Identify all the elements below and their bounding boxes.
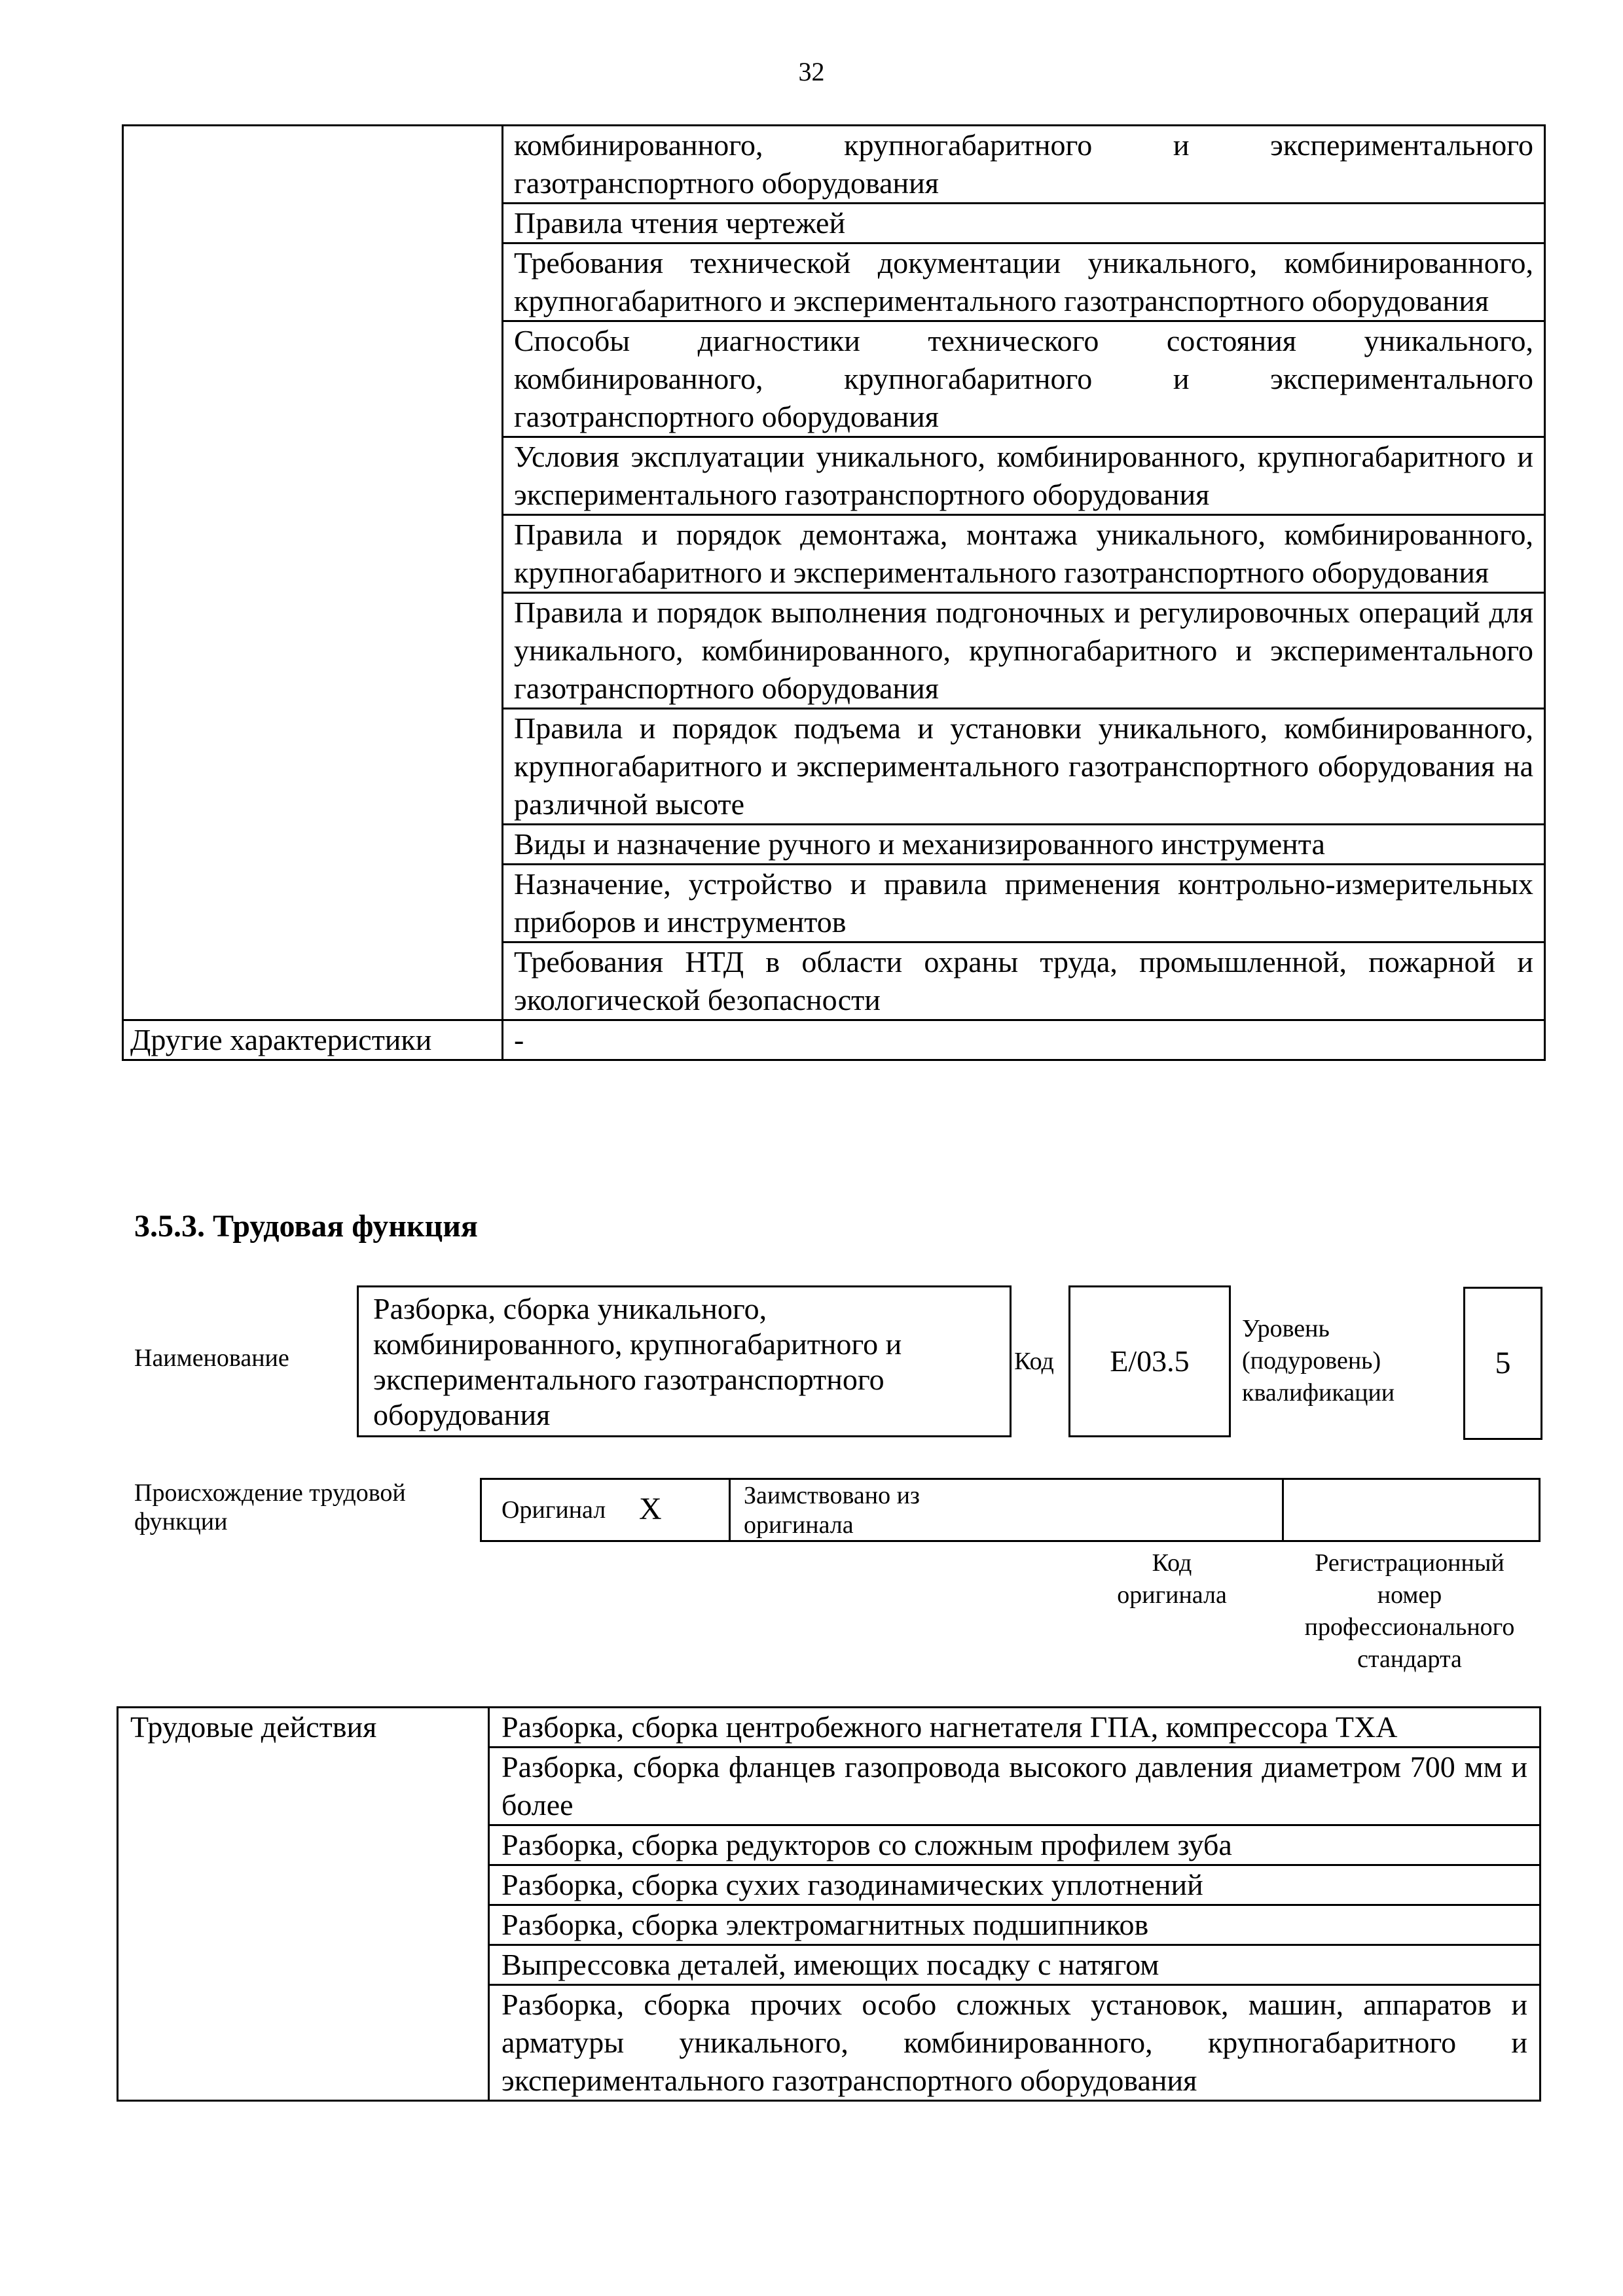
caption-line: профессионального	[1304, 1613, 1515, 1641]
page-number: 32	[798, 57, 825, 86]
other-characteristics-value: -	[503, 1020, 1545, 1060]
caption-line: оригинала	[1117, 1581, 1227, 1609]
knowledge-item: Правила и порядок подъема и установки уникального, комбинированного, крупногабаритного и экспериментального газотранспортного оборудования на различной высоте	[503, 709, 1545, 825]
level-value: 5	[1495, 1346, 1511, 1380]
table-row	[123, 1020, 1545, 1060]
table-row	[118, 1708, 1541, 1748]
origin-table	[480, 1478, 1541, 1542]
original-label: Оригинал	[501, 1496, 606, 1524]
borrowed-label-line: оригинала	[744, 1511, 854, 1539]
knowledge-item: Назначение, устройство и правила применения контрольно-измерительных приборов и инструментов	[503, 865, 1545, 942]
knowledge-item: комбинированного, крупногабаритного и экспериментального газотранспортного оборудования	[503, 126, 1545, 204]
knowledge-item: Требования НТД в области охраны труда, промышленной, пожарной и экологической безопасности	[503, 942, 1545, 1020]
actions-table	[117, 1706, 1541, 2102]
borrowed-cell	[731, 1480, 1081, 1540]
caption-line: стандарта	[1357, 1645, 1462, 1673]
action-item: Разборка, сборка прочих особо сложных установок, машин, аппаратов и арматуры уникального, комбинированного, крупногабаритного и экспериментального газотранспортного оборудования	[489, 1985, 1541, 2101]
origin-label-line: Происхождение трудовой	[134, 1479, 406, 1507]
knowledge-item: Виды и назначение ручного и механизированного инструмента	[503, 825, 1545, 865]
original-mark: X	[639, 1492, 662, 1526]
original-cell	[482, 1480, 731, 1540]
caption-line: Код	[1152, 1549, 1192, 1577]
code-box	[1068, 1285, 1231, 1437]
function-name-value: Разборка, сборка уникального, комбинированного, крупногабаритного и экспериментального газотранспортного оборудования	[373, 1292, 902, 1431]
registration-number-cell	[1284, 1480, 1541, 1540]
level-label-line: квалификации	[1242, 1379, 1395, 1407]
action-item: Разборка, сборка сухих газодинамических уплотнений	[489, 1865, 1541, 1905]
action-item: Разборка, сборка центробежного нагнетателя ГПА, компрессора ТХА	[489, 1708, 1541, 1748]
original-code-cell	[1081, 1480, 1284, 1540]
level-box	[1463, 1287, 1542, 1440]
caption-line: Регистрационный	[1315, 1549, 1504, 1577]
action-item: Разборка, сборка фланцев газопровода высокого давления диаметром 700 мм и более	[489, 1748, 1541, 1825]
knowledge-left-cell	[123, 126, 503, 1020]
knowledge-item: Способы диагностики технического состояния уникального, комбинированного, крупногабаритного и экспериментального газотранспортного оборудования	[503, 321, 1545, 437]
level-label-line: Уровень	[1242, 1315, 1330, 1342]
knowledge-item: Условия эксплуатации уникального, комбинированного, крупногабаритного и экспериментального газотранспортного оборудования	[503, 437, 1545, 515]
code-value: E/03.5	[1110, 1344, 1190, 1378]
function-name-box	[357, 1285, 1012, 1437]
other-characteristics-label: Другие характеристики	[123, 1020, 503, 1060]
level-label-line: (подуровень)	[1242, 1347, 1381, 1374]
origin-label	[134, 1479, 406, 1536]
borrowed-label-line: Заимствовано из	[744, 1482, 920, 1509]
table-row	[123, 126, 1545, 204]
caption-line: номер	[1377, 1581, 1442, 1609]
name-label: Наименование	[134, 1344, 289, 1372]
code-label: Код	[1014, 1348, 1054, 1375]
original-code-caption	[1074, 1547, 1270, 1611]
knowledge-table	[122, 124, 1546, 1061]
borrowed-label	[744, 1481, 920, 1540]
action-item: Разборка, сборка электромагнитных подшипников	[489, 1905, 1541, 1945]
knowledge-item: Правила и порядок демонтажа, монтажа уникального, комбинированного, крупногабаритного и экспериментального газотранспортного оборудования	[503, 515, 1545, 593]
actions-label: Трудовые действия	[118, 1708, 489, 2101]
knowledge-item: Требования технической документации уникального, комбинированного, крупногабаритного и экспериментального газотранспортного оборудования	[503, 243, 1545, 321]
action-item: Разборка, сборка редукторов со сложным профилем зуба	[489, 1825, 1541, 1865]
level-label	[1242, 1313, 1395, 1409]
registration-number-caption	[1282, 1547, 1537, 1676]
knowledge-item: Правила чтения чертежей	[503, 204, 1545, 243]
knowledge-item: Правила и порядок выполнения подгоночных и регулировочных операций для уникального, комбинированного, крупногабаритного и экспериментального газотранспортного оборудования	[503, 593, 1545, 709]
origin-label-line: функции	[134, 1508, 228, 1535]
action-item: Выпрессовка деталей, имеющих посадку с натягом	[489, 1945, 1541, 1985]
section-heading: 3.5.3. Трудовая функция	[134, 1209, 478, 1244]
